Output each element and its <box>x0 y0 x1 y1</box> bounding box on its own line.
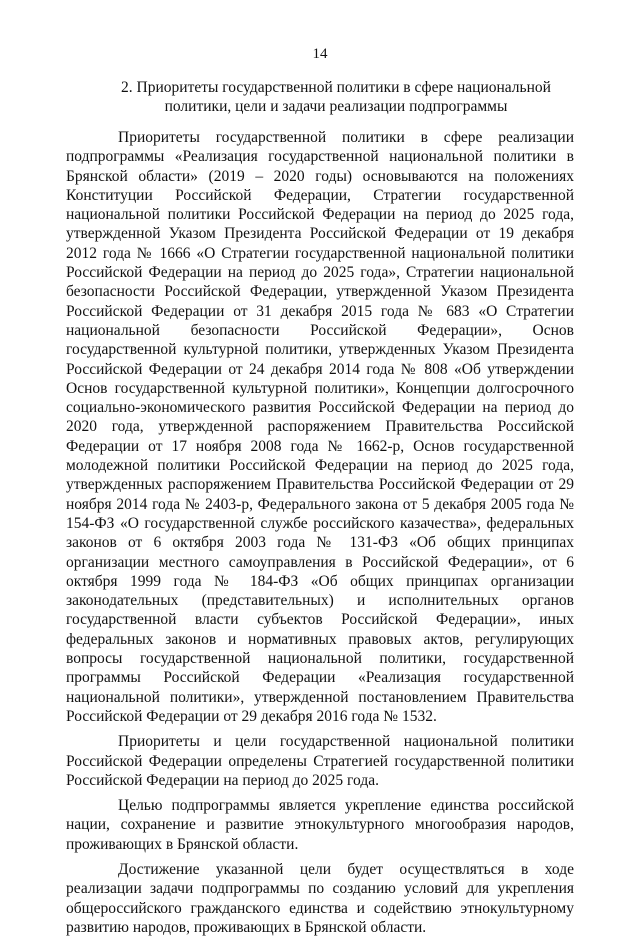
paragraph-goal: Целью подпрограммы является укрепление единства российской нации, сохранение и развитие этнокультурного многообразия народов, проживающих в Брянской области. <box>66 797 574 853</box>
paragraph-strategy: Приоритеты и цели государственной национальной политики Российской Федерации определены Стратегией государственной политики Российской Федерации на период до 2025 года. <box>66 733 574 789</box>
paragraph-achievement: Достижение указанной цели будет осуществляться в ходе реализации задачи подпрограммы по созданию условий для укрепления общероссийского гражданского единства и содействию этнокультурному развитию народов, проживающих в Брянской области. <box>66 860 574 936</box>
paragraph-priorities: Приоритеты государственной политики в сфере реализации подпрограммы «Реализация государственной национальной политики в Брянской области» (2019 – 2020 годы) основываются на положениях Конституции Российской Федерации, Стратегии государственной национальной политики Российской Федерации на период до 2025 года, утвержденной Указом Президента Российской Федерации от 19 декабря 2012 года № 1666 «О Стратегии государственной национальной политики Российской Федерации на период до 2025 года», Стратегии национальной безопасности Российской Федерации, утвержденной Указом Президента Российской Федерации от 31 декабря 2015 года № 683 «О Стратегии национальной безопасности Российской Федерации», Основ государственной культурной политики, утвержденных Указом Президента Российской Федерации от 24 декабря 2014 года № 808 «Об утверждении Основ государственной культурной политики», Концепции долгосрочного социально-экономического развития Российской Федерации на период до 2020 года, утвержденной распоряжением Правительства Российской Федерации от 17 ноября 2008 года № 1662-р, Основ государственной молодежной политики Российской Федерации на период до 2025 года, утвержденных распоряжением Правительства Российской Федерации от 29 ноября 2014 года № 2403-р, Федерального закона от 5 декабря 2005 года № 154-ФЗ «О государственной службе российского казачества», федеральных законов от 6 октября 2003 года № 131-ФЗ «Об общих принципах организации местного самоуправления в Российской Федерации», от 6 октября 1999 года № 184-ФЗ «Об общих принципах организации законодательных (представительных) и исполнительных органов государственной власти субъектов Российской Федерации», иных федеральных законов и нормативных правовых актов, регулирующих вопросы государственной национальной политики, государственной программы Российской Федерации «Реализация государственной национальной политики», утвержденной постановлением Правительства Российской Федерации от 29 декабря 2016 года № 1532. <box>66 129 574 725</box>
page-number: 14 <box>312 46 328 62</box>
section-heading: 2. Приоритеты государственной политики в сфере национальной политики, цели и задачи реализации подпрограммы <box>121 79 551 115</box>
section-body <box>66 128 574 937</box>
